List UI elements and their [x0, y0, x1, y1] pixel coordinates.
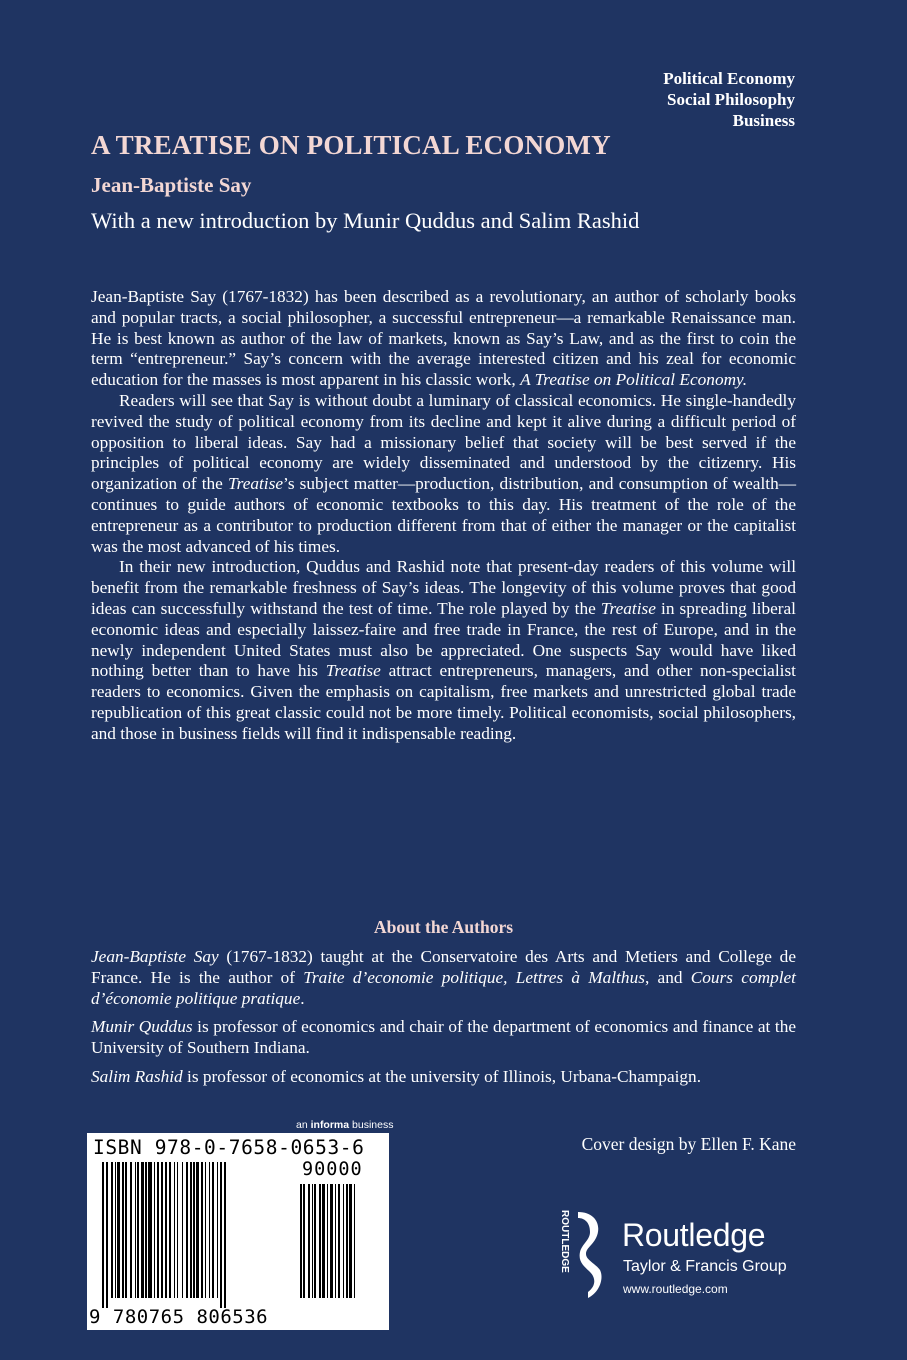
barcode-bar: [169, 1162, 171, 1298]
barcode-bar: [224, 1162, 226, 1308]
barcode-bar: [335, 1184, 336, 1298]
barcode-bar: [217, 1162, 218, 1298]
blurb-paragraph: Readers will see that Say is without doubt a luminary of classical economics. He single-handedly revived the study of political economy from its decline and kept it alive during a difficult period of opposition to liberal ideas. Say had a missionary belief that society will be best served if the principles of political economy are widely disseminated and understood by the citizenry. His organization of the Treatise’s subject matter—production, distribution, and consumption of wealth—continues to guide authors of economic textbooks to this day. His treatment of the role of the entrepreneur as a contributor to production different from that of either the manager or the capitalist was the most advanced of his times.: [91, 390, 796, 556]
book-title: A TREATISE ON POLITICAL ECONOMY: [91, 130, 611, 160]
category-label: Social Philosophy: [666, 90, 795, 109]
barcode-bar: [102, 1162, 104, 1308]
barcode-bar: [186, 1162, 188, 1298]
barcode-bar: [330, 1184, 333, 1298]
blurb: [91, 287, 796, 745]
barcode-bar: [115, 1162, 116, 1298]
bio-say: Jean-Baptiste Say (1767-1832) taught at the Conservatoire des Arts and Metiers and College de France. He is the author of Traite d’economie politique, Lettres à Malthus, and Cours complet d’économie politique pratique.: [91, 947, 796, 1008]
barcode-bar: [338, 1184, 340, 1298]
cover-design-credit: Cover design by Ellen F. Kane: [581, 1134, 796, 1154]
isbn-label: ISBN 978-0-7658-0653-6: [93, 1136, 365, 1159]
barcode-bar: [314, 1184, 316, 1298]
barcode-bar: [135, 1162, 136, 1298]
book-author: Jean-Baptiste Say: [91, 173, 252, 197]
barcode-bar: [157, 1162, 159, 1298]
about-authors-heading: About the Authors: [373, 917, 514, 937]
barcode-bar: [220, 1162, 222, 1308]
routledge-logo-icon: [556, 1208, 606, 1300]
barcode-bar: [130, 1162, 132, 1298]
barcode-digits: 9 780765 806536: [89, 1306, 269, 1328]
bio-rashid: Salim Rashid is professor of economics at the university of Illinois, Urbana-Champaign.: [91, 1066, 702, 1086]
barcode-bar: [141, 1162, 144, 1298]
barcode-bar: [212, 1162, 214, 1298]
blurb-paragraph: Jean-Baptiste Say (1767-1832) has been described as a revolutionary, an author of scholarly books and popular tracts, a social philosopher, a successful entrepreneur—a remarkable Renaissance man. He is best known as author of the law of markets, known as Say’s Law, and as the first to coin the term “entrepreneur.” Say’s concern with the average interested citizen and his zeal for economic education for the masses is most apparent in his classic work, A Treatise on Political Economy.: [91, 287, 796, 390]
barcode-bar: [174, 1162, 175, 1298]
barcode-bar: [346, 1184, 348, 1298]
barcode-bar: [137, 1162, 139, 1298]
barcode-bar: [201, 1162, 203, 1298]
barcode-bar: [182, 1162, 183, 1298]
barcode-bar: [312, 1184, 313, 1298]
subject-categories: [663, 68, 795, 131]
barcode-bar: [165, 1162, 167, 1298]
routledge-logo-text: ROUTLEDGE: [559, 1210, 570, 1273]
barcode-bar: [125, 1162, 127, 1298]
barcode-bar: [196, 1162, 199, 1298]
informa-business-tag: an informa business: [296, 1119, 394, 1131]
introduction-credit: With a new introduction by Munir Quddus and Salim Rashid: [91, 208, 640, 233]
barcode-bar: [205, 1162, 206, 1298]
barcode-bar: [354, 1184, 355, 1298]
barcode-bar: [300, 1184, 302, 1298]
barcode-bars: [102, 1162, 284, 1308]
publisher-url: www.routledge.com: [623, 1282, 728, 1296]
barcode-bar: [343, 1184, 344, 1298]
barcode-bar: [190, 1162, 192, 1298]
barcode-bar: [177, 1162, 178, 1298]
barcode-addon-bars: [300, 1184, 382, 1308]
barcode-bar: [209, 1162, 210, 1298]
barcode-bar: [122, 1162, 124, 1298]
barcode-bar: [319, 1184, 321, 1298]
barcode-bar: [145, 1162, 147, 1298]
category-label: Political Economy: [663, 69, 795, 88]
barcode-bar: [193, 1162, 195, 1298]
barcode-bar: [322, 1184, 325, 1298]
bio-quddus: Munir Quddus is professor of economics and chair of the department of economics and finance at the University of Southern Indiana.: [91, 1017, 797, 1058]
barcode-bar: [106, 1162, 108, 1308]
barcode-bar: [111, 1162, 113, 1298]
author-bios: [91, 947, 796, 1096]
price-code: 90000: [302, 1159, 363, 1180]
barcode-bar: [308, 1184, 310, 1298]
barcode-bar: [327, 1184, 328, 1298]
category-label: Business: [732, 111, 795, 130]
blurb-paragraph: In their new introduction, Quddus and Rashid note that present-day readers of this volume will benefit from the remarkable freshness of Say’s ideas. The longevity of this volume proves that good ideas can successfully withstand the test of time. The role played by the Treatise in spreading liberal economic ideas and especially laissez-faire and free trade in France, the rest of Europe, and in the newly independent United States must also be appreciated. One suspects Say would have liked nothing better than to have his Treatise attract entrepreneurs, managers, and other non-specialist readers to economics. Given the emphasis on capitalism, free markets and unrestricted global trade republication of this great classic could not be more timely. Political economists, social philosophers, and those in business fields will find it indispensable reading.: [91, 557, 796, 743]
publisher-group: Taylor & Francis Group: [623, 1258, 787, 1275]
publisher-name: Routledge: [622, 1217, 766, 1253]
barcode-bar: [117, 1162, 120, 1298]
barcode-bar: [303, 1184, 305, 1298]
barcode-bar: [148, 1162, 152, 1298]
barcode-bar: [349, 1184, 352, 1298]
barcode-bar: [154, 1162, 155, 1298]
barcode-bar: [161, 1162, 163, 1298]
